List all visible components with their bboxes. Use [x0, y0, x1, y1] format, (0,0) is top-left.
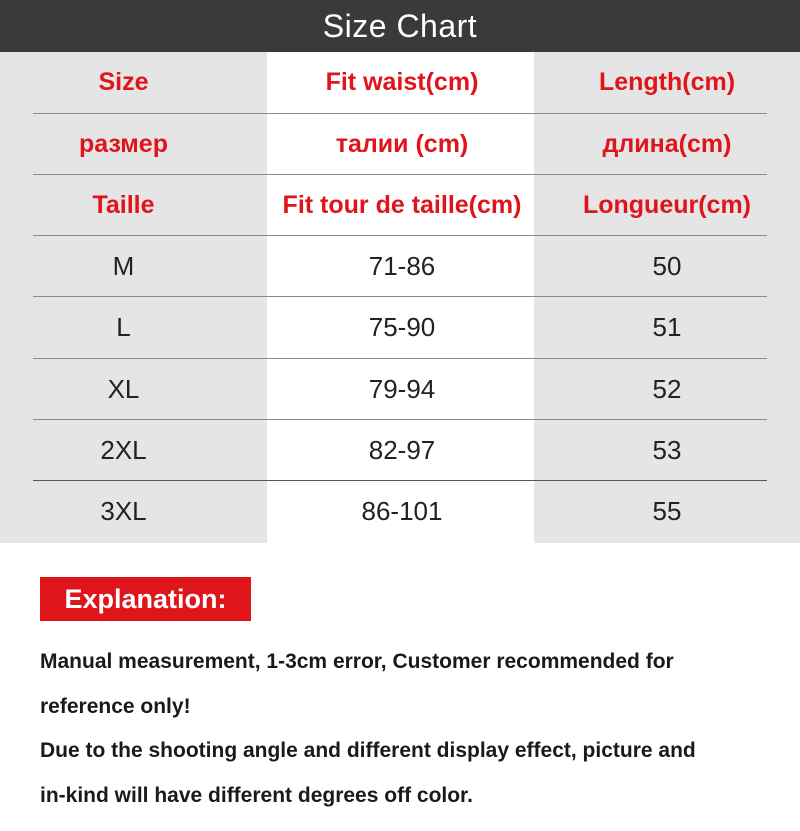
size-table: [0, 52, 800, 543]
size-cell: 2XL: [100, 435, 147, 465]
explanation-line: in-kind will have different degrees off color.: [40, 784, 473, 807]
length-cell: 55: [652, 496, 682, 526]
table-row: [0, 359, 800, 420]
explanation-line: reference only!: [40, 695, 191, 718]
header-length: Length(cm): [598, 68, 736, 96]
header-length-ru: длина(cm): [602, 130, 732, 158]
header-row-russian: [0, 114, 800, 175]
length-cell: 50: [652, 251, 682, 281]
waist-cell: 71-86: [368, 251, 436, 281]
table-row: [0, 236, 800, 297]
waist-cell: 79-94: [368, 374, 436, 404]
header-size-fr: Taille: [92, 191, 155, 219]
size-cell: L: [116, 312, 131, 342]
table-row: [0, 297, 800, 358]
header-size: Size: [98, 68, 149, 96]
explanation-label: Explanation:: [40, 577, 251, 621]
explanation-line: Manual measurement, 1-3cm error, Customer recommended for: [40, 650, 674, 673]
header-waist-fr: Fit tour de taille(cm): [282, 191, 522, 219]
header-row-english: [0, 52, 800, 113]
header-waist-ru: талии (cm): [335, 130, 469, 158]
length-cell: 53: [652, 435, 682, 465]
table-row: [0, 420, 800, 481]
size-chart-title: Size Chart: [0, 0, 800, 52]
header-waist: Fit waist(cm): [325, 68, 479, 96]
header-row-french: [0, 175, 800, 236]
length-cell: 52: [652, 374, 682, 404]
table-row: [0, 481, 800, 542]
explanation-line: Due to the shooting angle and different display effect, picture and: [40, 739, 696, 762]
size-cell: XL: [107, 374, 140, 404]
waist-cell: 75-90: [368, 312, 436, 342]
header-length-fr: Longueur(cm): [582, 191, 752, 219]
length-cell: 51: [652, 312, 682, 342]
size-cell: 3XL: [100, 496, 147, 526]
size-cell: M: [112, 251, 135, 281]
waist-cell: 86-101: [361, 496, 443, 526]
header-size-ru: размер: [79, 130, 168, 158]
waist-cell: 82-97: [368, 435, 436, 465]
